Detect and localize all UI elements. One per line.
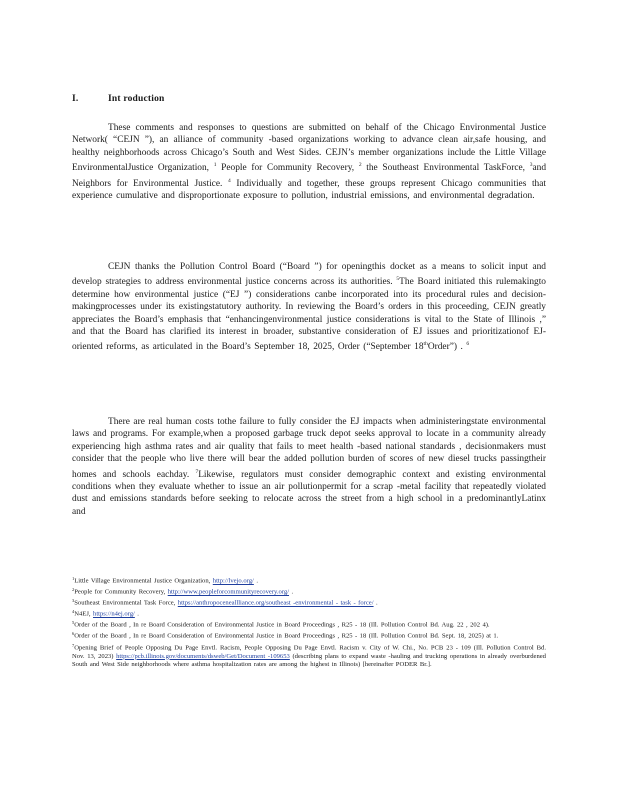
footnote-ref-6[interactable]: 6 <box>466 341 470 348</box>
paragraph-text: Order”) . <box>427 342 463 353</box>
footnote-ref-2[interactable]: 2 <box>358 162 362 169</box>
footnote-number: 7 <box>72 642 75 648</box>
paragraph-text: and Neighbors for Environmental Justice. <box>72 163 547 189</box>
footnote-4 <box>72 608 546 619</box>
footnote-number: 6 <box>72 631 75 637</box>
footnote-ref-1[interactable]: 1 <box>213 162 217 169</box>
paragraph-text: Likewise, regulators must consider demographic context and existing environmental conditions when they evaluate whether to issue an air pollutionpermit for a scrap -metal facility that repeatedly violated dust and emissions standards before seeking to relocate across the street from a high school in a predominantlyLatinx and <box>72 469 546 517</box>
paragraph-text: CEJN thanks the Pollution Control Board (“Board ”) for openingthis docket as a means to solicit input and develop strategies to address environmental justice concerns across its authorities. <box>72 262 546 288</box>
footnote-text: Opening Brief of People Opposing Du Page Envtl. Racism, People Opposing Du Page Envtl. Racism v. City of W. Chi., No. PCB 23 - 109 (Ill. Pollution Control Bd. Nov. 13, 2023) <box>72 644 546 660</box>
paragraph-text: The Board initiated this rulemakingto determine how environmental justice (“EJ ”) considerations canbe incorporated into its procedural rules and decision- makingprocesses under its existingstatutory authority. In reviewing the Board’s orders in this proceeding, CEJN greatly appreciates the Board’s emphasis that “enhancingenvironmental justice considerations is vital to the State of Illinois ,” and that the Board has clarified its interest in broader, substantive consideration of EJ issues and prioritizationof EJ- oriented reforms, as articulated in the Board’s September 18, 2025, Order (“September 18 <box>72 277 546 353</box>
paragraph-text: Individually and together, these groups represent Chicago communities that experience cumulative and disproportionate exposure to pollution, industrial emissions, and environmental degradation. <box>72 178 547 202</box>
paragraph-2 <box>72 261 546 354</box>
paragraph-text: These comments and responses to questions are submitted on behalf of the Chicago Environmental Justice Network( “CEJN ”), an alliance of community -based organizations working to advance clean air,safe housing, and healthy neighborhoods across Chicago’s South and West Sides. CEJN’s member organizations include the Little Village EnvironmentalJustice Organization, <box>72 123 546 174</box>
footnote-text: Southeast Environmental Task Force, <box>74 599 176 607</box>
footnote-6 <box>72 630 546 641</box>
footnote-number: 4 <box>72 609 75 615</box>
footnote-7 <box>72 642 546 670</box>
section-number: I. <box>72 94 79 104</box>
footnote-2 <box>72 586 546 597</box>
footnote-text: . <box>291 588 294 596</box>
paragraph-text: the Southeast Environmental TaskForce, <box>366 163 526 174</box>
footnote-1 <box>72 575 546 586</box>
footnote-text: . <box>376 599 378 607</box>
footnote-link[interactable]: http://www.peopleforcommunityrecovery.org/ <box>167 588 290 596</box>
paragraph-1 <box>72 122 546 202</box>
footnote-text: (describing plans to expand waste -hauling and trucking operations in already overburdened South and West Side neighborhoods where asthma hospitalization rates are among the highest in Illinois) [hereinafter PODER Br.]. <box>72 652 546 669</box>
footnote-number: 2 <box>72 587 75 593</box>
section-title: Int roduction <box>108 94 165 104</box>
footnote-5 <box>72 619 546 630</box>
footnote-link[interactable]: https://n4ej.org/ <box>93 610 135 618</box>
footnote-text: . <box>256 577 258 585</box>
footnote-link[interactable]: http://lvejo.org/ <box>212 577 254 585</box>
footnote-ref-4[interactable]: 4 <box>227 177 231 184</box>
ordinal-suffix: th <box>423 341 428 348</box>
footnote-link[interactable]: https://anthropoceneallliance.org/southeast -environmental - task - force/ <box>177 599 374 607</box>
footnote-text: Order of the Board , In re Board Consideration of Environmental Justice in Board Proceedings , R25 - 18 (Ill. Pollution Control Bd. Aug. 22 , 202 4). <box>74 621 490 629</box>
footnote-number: 1 <box>72 576 75 581</box>
paragraph-3 <box>72 416 546 518</box>
footnote-text: People for Community Recovery, <box>74 588 166 596</box>
footnote-link[interactable]: https://pcb.illinois.gov/documents/dsweb/Get/Document -109653 <box>116 652 290 660</box>
paragraph-text: There are real human costs tothe failure to fully consider the EJ impacts when administeringstate environmental laws and programs. For example,when a proposed garbage truck depot seeks approval to locate in a community already experiencing high asthma rates and air quality that fails to meet health -based national standards , decisionmakers must consider that the people who live there will bear the added pollution burden of scores of new diesel trucks passingtheir homes and schools eachday. <box>72 417 546 480</box>
footnote-ref-7[interactable]: 7 <box>195 468 199 475</box>
footnote-number: 3 <box>72 598 75 604</box>
footnote-ref-5[interactable]: 5 <box>396 276 400 283</box>
footnote-number: 5 <box>72 620 75 626</box>
footnote-ref-3[interactable]: 3 <box>529 162 533 169</box>
footnote-text: N4EJ, <box>74 610 91 618</box>
paragraph-text: People for Community Recovery, <box>221 163 355 174</box>
footnote-text: Order of the Board , In re Board Consideration of Environmental Justice in Board Proceedings , R25 - 18 (Ill. Pollution Control Bd. Sept. 18, 2025) at 1. <box>74 632 499 640</box>
footnote-3 <box>72 597 546 608</box>
footnotes-section <box>72 575 546 670</box>
footnote-text: Little Village Environmental Justice Organization, <box>74 577 211 585</box>
footnote-text: . <box>137 610 139 618</box>
section-heading <box>72 94 165 104</box>
